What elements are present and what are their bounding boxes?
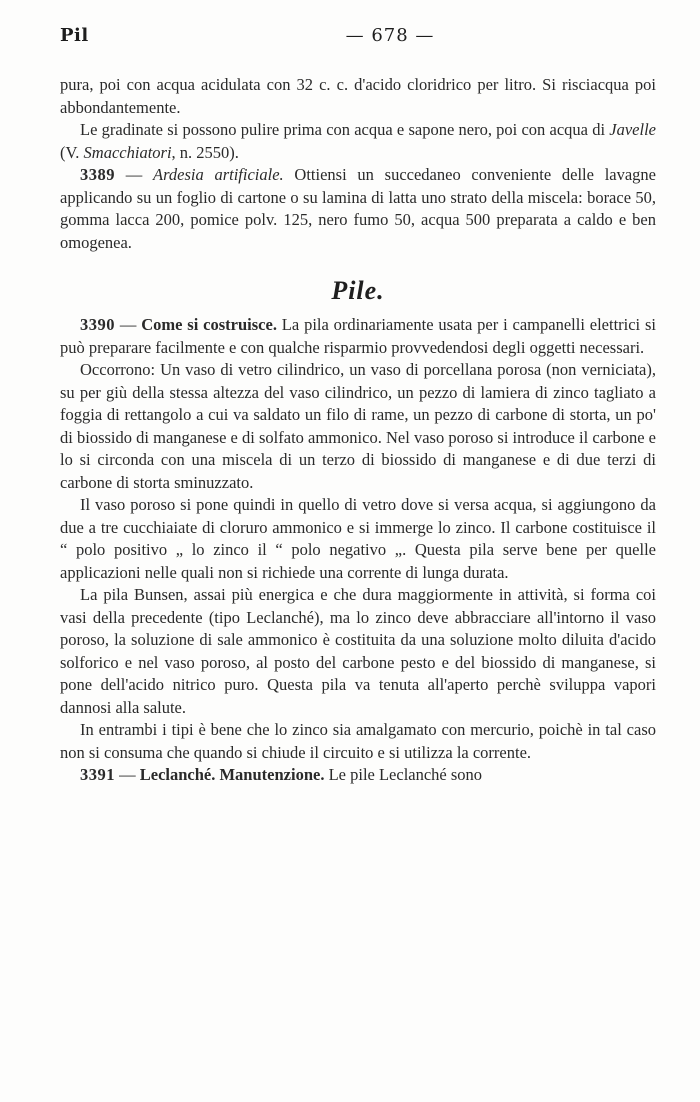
entry-title: Come si costruisce. <box>141 315 277 334</box>
paragraph-continuation <box>60 74 656 119</box>
paragraph-text: Le gradinate si possono pulire prima con acqua e sapone nero, poi con acqua di <box>80 120 610 139</box>
page-number: — 678 — <box>345 25 435 46</box>
italic-reference: Smacchiatori <box>83 142 172 162</box>
paragraph-text: (V. <box>60 142 84 162</box>
entry-body: Ottiensi un succedaneo conveniente delle lavagne applicando su un foglio di cartone o su lamina di latta uno strato della miscela: borace 50, gomma lacca 200, pomice polv. 125, nero fumo 50, acqua 500 preparata a caldo e ben omogenea. <box>60 165 657 252</box>
entry-3389 <box>60 164 656 254</box>
entry-dash: — <box>115 315 142 334</box>
entry-body: La pila ordinariamente usata per i campanelli elettrici si può preparare facilmente e con qualche risparmio provvedendosi degli oggetti necessari. <box>60 315 657 357</box>
italic-term: Javelle <box>609 120 656 139</box>
paragraph-text: La pila Bunsen, assai più energica e che dura maggiormente in attività, si forma coi vasi della precedente (tipo Leclanché), ma lo zinco deve abbracciare all'intorno il vaso poroso, la soluzione di sale ammonico è costituita da una soluzione molto diluita d'acido solforico e nel vaso poroso, al posto del carbone pesto e del biossido di manganese, si pone dell'acido nitrico puro. Questa pila va tenuta all'aperto perchè sviluppa vapori dannosi alla salute. <box>60 585 656 717</box>
paragraph-text: , n. 2550). <box>171 142 239 162</box>
entry-number: 3390 <box>80 315 115 334</box>
entry-3390 <box>60 314 656 359</box>
paragraph-text: Il vaso poroso si pone quindi in quello di vetro dove si versa acqua, si aggiungono da due a tre cucchiaiate di cloruro ammonico e si immerge lo zinco. Il carbone costituisce il “ polo positivo „ lo zinco il “ polo negativo „. Questa pila serve bene per quelle applicazioni nelle quali non si richiede una corrente di lunga durata. <box>60 495 656 582</box>
entry-body: Le pile Leclanché sono <box>324 765 483 784</box>
entry-number: 3391 <box>80 765 115 784</box>
paragraph-text: In entrambi i tipi è bene che lo zinco sia amalgamato con mercurio, poichè in tal caso non si consuma che quando si chiude il circuito e si utilizza la corrente. <box>60 720 656 762</box>
paragraph-occorrono <box>60 359 656 494</box>
paragraph-entrambi <box>60 719 656 764</box>
running-head: Pil <box>60 25 89 46</box>
paragraph-bunsen <box>60 584 656 719</box>
entry-dash: — <box>115 165 153 184</box>
section-title: Pile. <box>331 276 385 305</box>
entry-3391 <box>60 764 656 787</box>
entry-title: Leclanché. Manutenzione. <box>139 765 325 784</box>
entry-dash: — <box>115 765 140 784</box>
paragraph-gradinate <box>60 119 656 164</box>
body-text <box>60 74 656 787</box>
entry-number: 3389 <box>80 165 115 184</box>
page-header <box>60 24 652 48</box>
paragraph-vaso-poroso <box>60 494 656 584</box>
paragraph-text: Occorrono: Un vaso di vetro cilindrico, un vaso di porcellana porosa (non verniciata), su per giù della stessa altezza del vaso cilindrico, un pezzo di lamiera di zinco tagliato a foggia di rettangolo a cui va saldato un filo di rame, un pezzo di carbone di storta, un po' di biossido di manganese e di solfato ammonico. Nel vaso poroso si introduce il carbone e lo si circonda con una miscela di un terzo di biossido di manganese e di due terzi di carbone di storta sminuzzato. <box>60 360 656 492</box>
entry-title: Ardesia artificiale. <box>153 165 284 184</box>
paragraph-text: pura, poi con acqua acidulata con 32 c. c. d'acido cloridrico per litro. Si risciacqua poi abbondantemente. <box>60 75 656 117</box>
